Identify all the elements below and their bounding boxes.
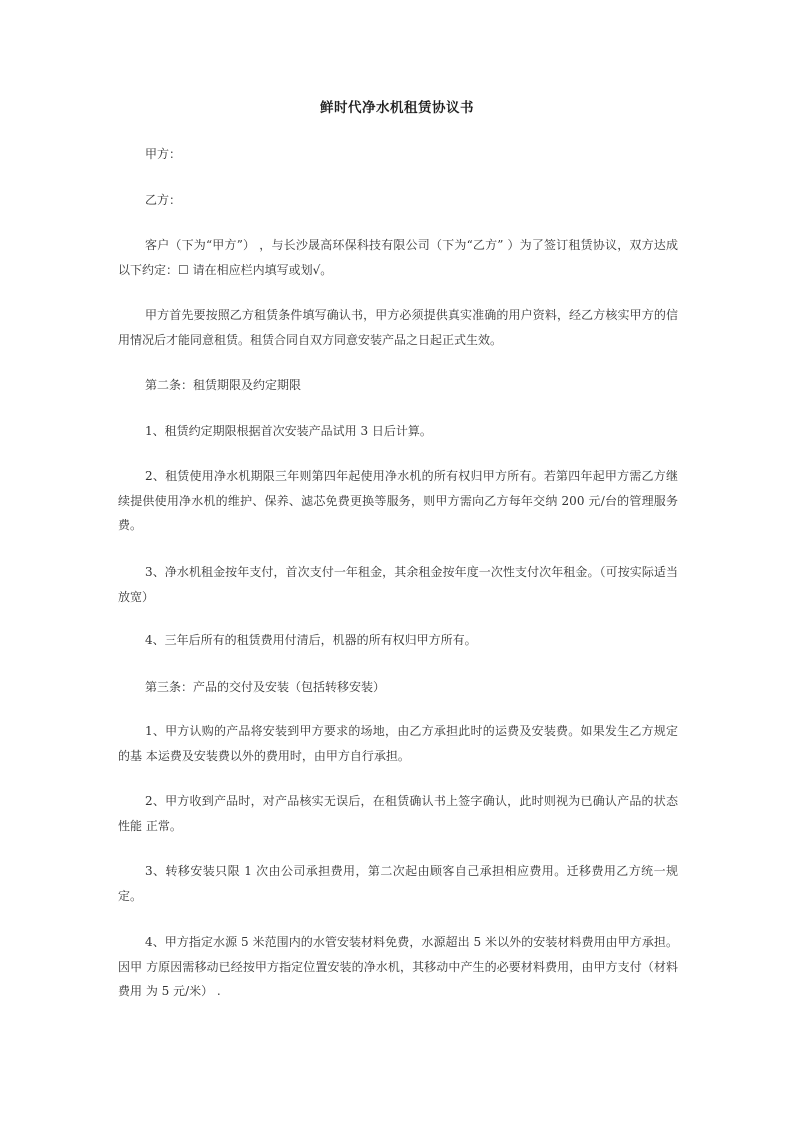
article-2-item-1: 1、租赁约定期限根据首次安装产品试用 3 日后计算。 — [145, 424, 432, 438]
article-3-item-1: 1、甲方认购的产品将安装到甲方要求的场地，由乙方承担此时的运费及安装费。如果发生乙方规定的基 本运费及安装费以外的费用时，由甲方自行承担。 — [118, 724, 678, 763]
article-3-item-3: 3、转移安装只限 1 次由公司承担费用，第二次起由顾客自己承担相应费用。迁移费用乙方统一规定。 — [118, 864, 678, 903]
clause-1-paragraph: 甲方首先要按照乙方租赁条件填写确认书，甲方必须提供真实准确的用户资料，经乙方核实甲方的信用情况后才能同意租赁。租赁合同自双方同意安装产品之日起正式生效。 — [118, 308, 678, 347]
article-2-heading: 第二条：租赁期限及约定期限 — [145, 378, 302, 392]
party-a-line: 甲方： — [145, 147, 182, 161]
article-2-item-4: 4、三年后所有的租赁费用付清后，机器的所有权归甲方所有。 — [145, 633, 477, 647]
article-3-item-2: 2、甲方收到产品时，对产品核实无误后，在租赁确认书上签字确认，此时则视为已确认产品的状态性能 正常。 — [118, 794, 678, 833]
article-3-item-4: 4、甲方指定水源 5 米范围内的水管安装材料免费，水源超出 5 米以外的安装材料费用由甲方承担。因甲 方原因需移动已经按甲方指定位置安装的净水机，其移动中产生的必要材料费用，由甲方支付（材料费用 为 5 元/米） . — [118, 935, 678, 998]
article-2-item-3: 3、净水机租金按年支付，首次支付一年租金，其余租金按年度一次性支付次年租金。（可按实际适当放宽） — [118, 565, 678, 604]
article-2-item-2: 2、租赁使用净水机期限三年则第四年起使用净水机的所有权归甲方所有。若第四年起甲方需乙方继续提供使用净水机的维护、保养、滤芯免费更换等服务，则甲方需向乙方每年交纳 200 元/台的管理服务费。 — [118, 469, 678, 532]
party-b-line: 乙方： — [145, 193, 182, 207]
intro-paragraph: 客户（下为“甲方”） ，与长沙晟高环保科技有限公司（下为“乙方” ）为了签订租赁协议，双方达成以下约定：☐ 请在相应栏内填写或划√。 — [118, 238, 678, 277]
document-title: 鲜时代净水机租赁协议书 — [320, 100, 474, 116]
article-3-heading: 第三条：产品的交付及安装（包括转移安装） — [145, 680, 386, 694]
